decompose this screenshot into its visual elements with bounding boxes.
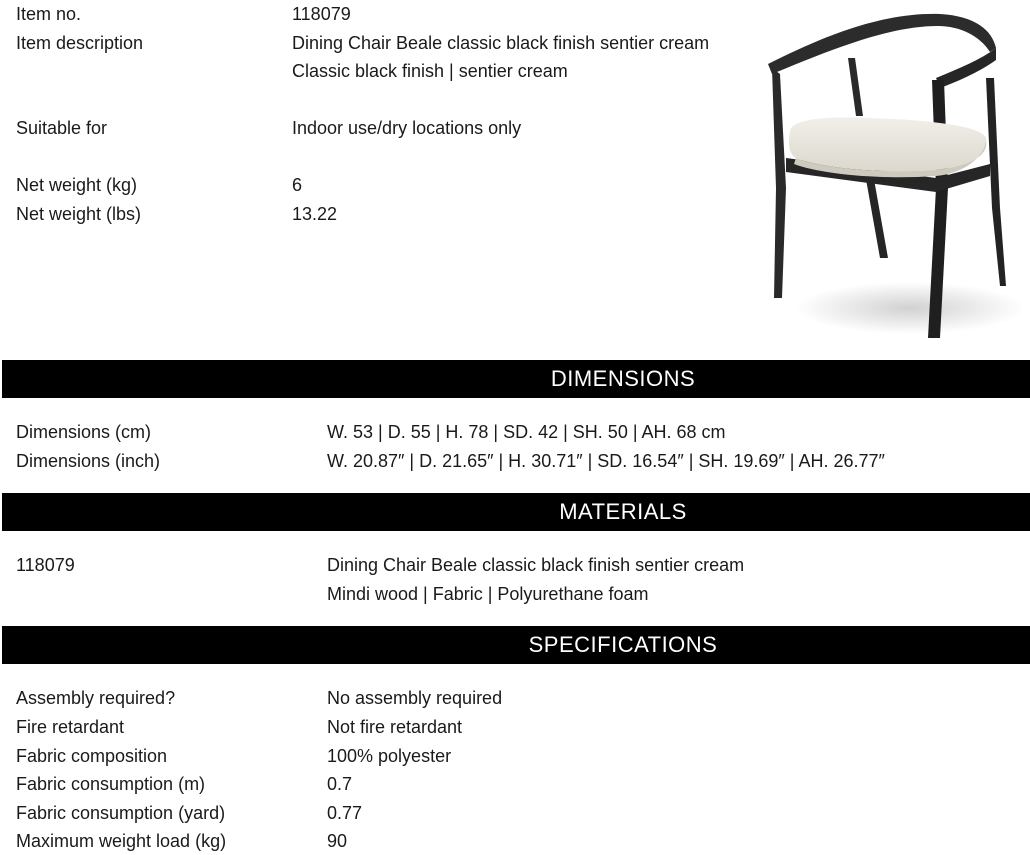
item-description-value: Dining Chair Beale classic black finish sentier cream [292,33,710,53]
fabric-composition-value: 100% polyester [327,746,452,766]
dimensions-header [2,360,1030,398]
dimensions-cm-label: Dimensions (cm) [16,422,152,442]
fabric-composition-label: Fabric composition [16,746,168,766]
assembly-label: Assembly required? [16,688,176,708]
materials-item-no: 118079 [16,555,75,575]
fire-retardant-value: Not fire retardant [327,717,463,737]
max-weight-label: Maximum weight load (kg) [16,831,227,851]
item-no-value: 118079 [292,4,351,24]
dimensions-inch-value: W. 20.87″ | D. 21.65″ | H. 30.71″ | SD. 16.54″ | SH. 19.69″ | AH. 26.77″ [327,451,885,471]
specifications-title: SPECIFICATIONS [528,632,718,657]
dimensions-cm-value: W. 53 | D. 55 | H. 78 | SD. 42 | SH. 50 | AH. 68 cm [327,422,726,442]
suitable-for-value: Indoor use/dry locations only [292,118,522,138]
max-weight-value: 90 [327,831,348,851]
materials-description: Dining Chair Beale classic black finish sentier cream [327,555,745,575]
fabric-consumption-yard-value: 0.77 [327,803,363,823]
materials-header [2,493,1030,531]
net-weight-kg-value: 6 [292,175,303,195]
item-no-label: Item no. [16,4,82,24]
net-weight-lbs-label: Net weight (lbs) [16,204,142,224]
item-description-label: Item description [16,33,144,53]
materials-list: Mindi wood | Fabric | Polyurethane foam [327,584,649,604]
suitable-for-label: Suitable for [16,118,108,138]
assembly-value: No assembly required [327,688,503,708]
item-description-subvalue: Classic black finish | sentier cream [292,61,568,81]
specifications-header [2,626,1030,664]
net-weight-lbs-value: 13.22 [292,204,338,224]
net-weight-kg-label: Net weight (kg) [16,175,138,195]
dimensions-title: DIMENSIONS [550,366,696,391]
fabric-consumption-yard-label: Fabric consumption (yard) [16,803,226,823]
product-image [760,8,1026,344]
fabric-consumption-m-label: Fabric consumption (m) [16,774,206,794]
materials-title: MATERIALS [559,499,687,524]
dimensions-inch-label: Dimensions (inch) [16,451,161,471]
fire-retardant-label: Fire retardant [16,717,125,737]
fabric-consumption-m-value: 0.7 [327,774,353,794]
